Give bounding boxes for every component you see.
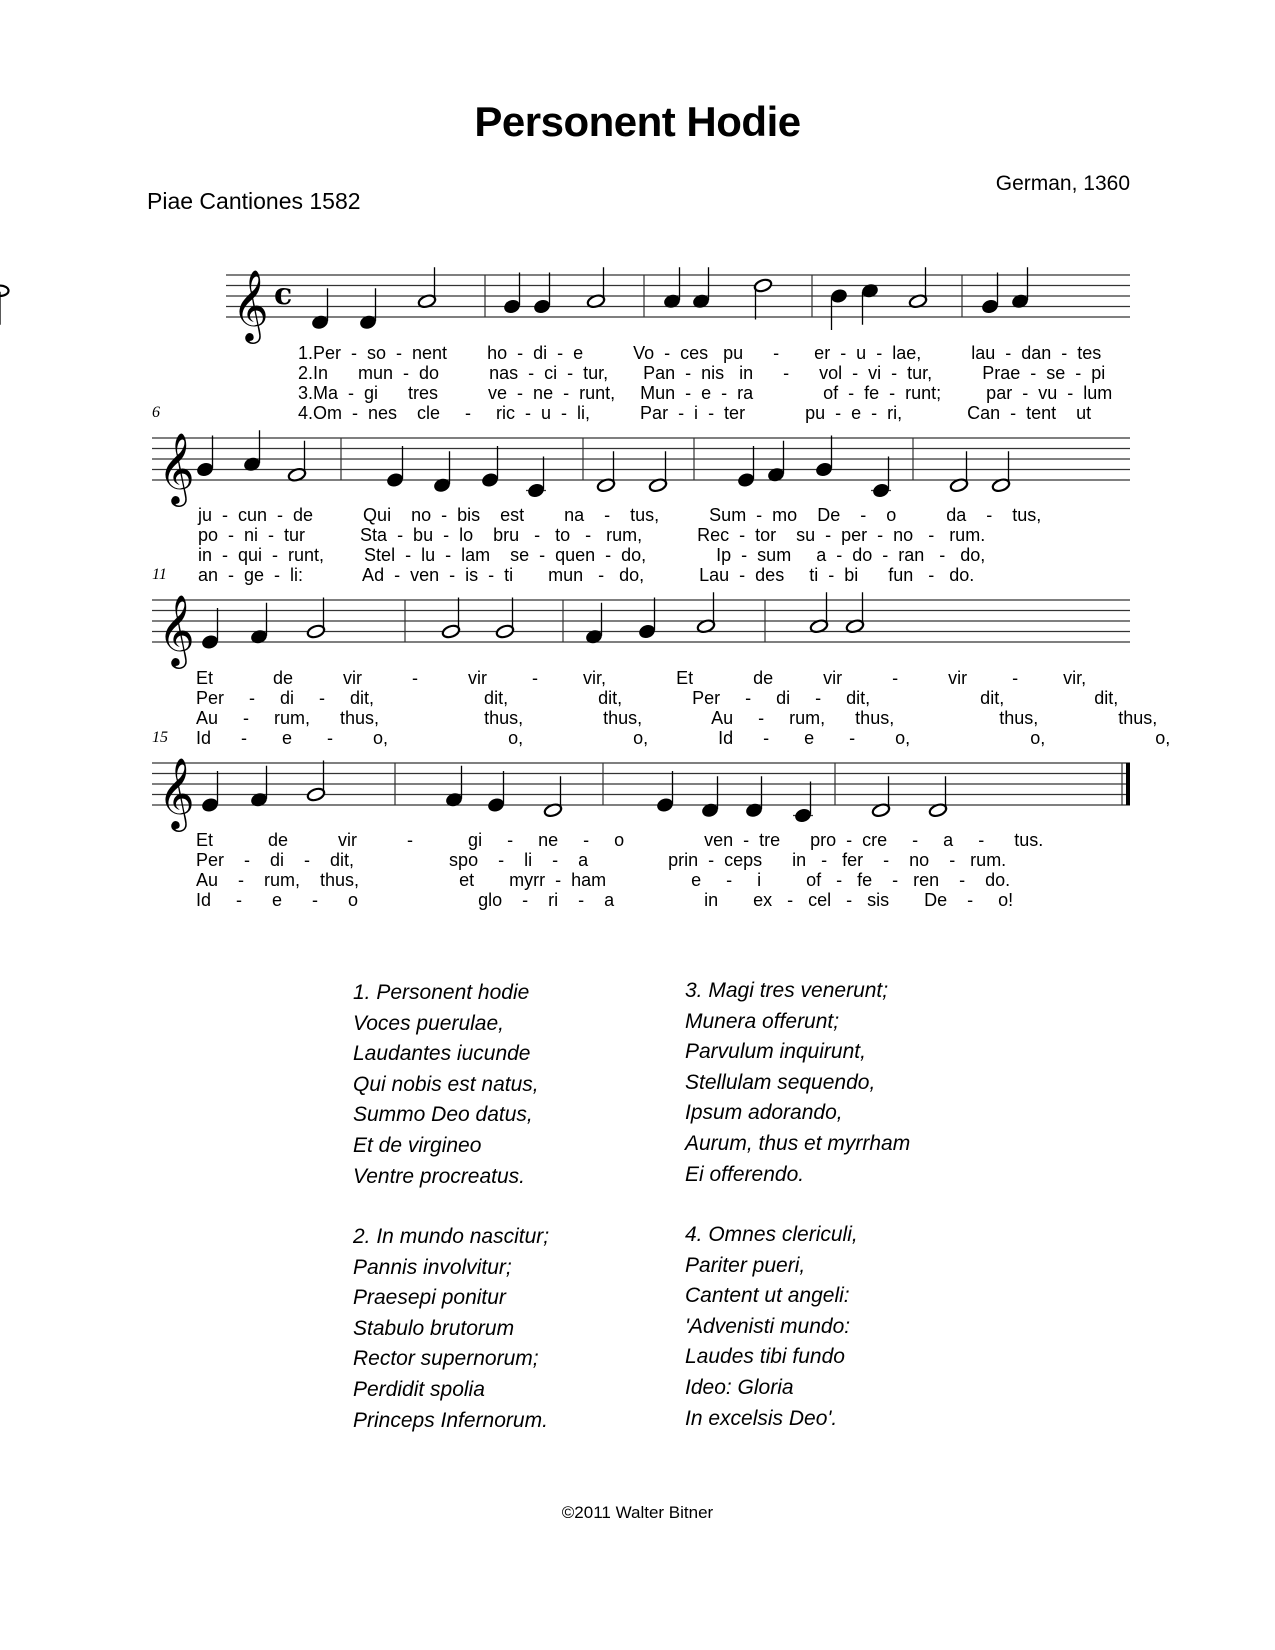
half-note <box>306 624 326 640</box>
lyric-line-verse-3: Au - rum, thus, et myrr - ham e - i of - fe - ren - do. <box>196 870 1011 890</box>
verse-line: 'Advenisti mundo: <box>685 1314 851 1338</box>
quarter-note <box>533 298 551 314</box>
half-note <box>495 624 515 640</box>
quarter-note <box>815 461 833 477</box>
lyric-line-verse-4: Id - e - o, o, o, Id - e - o, o, o, <box>196 728 1171 748</box>
measure-number: 11 <box>152 566 167 583</box>
verse-line: Qui nobis est natus, <box>353 1072 539 1096</box>
treble-clef-icon: 𝄞 <box>158 431 195 504</box>
verse-line: 2. In mundo nascitur; <box>353 1225 550 1248</box>
quarter-note <box>656 797 674 813</box>
verse-line: Cantent ut angeli: <box>685 1284 850 1308</box>
verse-line: Ideo: Gloria <box>685 1375 794 1399</box>
measure-number: 15 <box>152 729 168 746</box>
verse-line: Summo Deo datus, <box>353 1103 533 1127</box>
lyric-line-verse-1: Et de vir - vir - vir, Et de vir - vir - vir, <box>196 668 1087 688</box>
verse-line: Parvulum inquirunt, <box>685 1040 866 1064</box>
verse-line: Et de virgineo <box>353 1133 482 1157</box>
quarter-note <box>872 482 890 498</box>
verse-line: Pariter pueri, <box>685 1253 806 1277</box>
final-barline-thick <box>1126 763 1130 805</box>
verse-line: Praesepi ponitur <box>353 1286 506 1310</box>
measure-number: 6 <box>152 404 160 421</box>
lyric-line-verse-4: 4.Om - nes cle - ric - u - li, Par - i - ter pu - e - ri, Can - tent ut <box>298 403 1092 423</box>
lyric-line-verse-3: in - qui - runt, Stel - lu - lam se - quen - do, Ip - sum a - do - ran - do, <box>198 545 986 565</box>
lyric-line-verse-3: Au - rum, thus, thus, thus, Au - rum, thus, thus, thus, <box>196 708 1158 728</box>
verse-line: Stabulo brutorum <box>353 1316 515 1340</box>
verse-line: Princeps Infernorum. <box>353 1408 548 1432</box>
quarter-note <box>481 472 499 488</box>
verse-3-text <box>685 976 910 1190</box>
verse-line: Perdidit spolia <box>353 1377 485 1401</box>
quarter-note <box>737 472 755 488</box>
half-note <box>753 278 773 294</box>
copyright-footer: ©2011 Walter Bitner <box>561 1503 714 1522</box>
half-note <box>441 624 461 640</box>
quarter-note <box>981 298 999 314</box>
treble-clef-icon: 𝄞 <box>158 756 195 829</box>
verse-line: 3. Magi tres venerunt; <box>685 979 889 1002</box>
page-title: Personent Hodie <box>474 98 801 145</box>
quarter-note <box>503 298 521 314</box>
quarter-note <box>386 472 404 488</box>
lyric-line-verse-1: ju - cun - de Qui no - bis est na - tus, Sum - mo De - o da - tus, <box>198 505 1042 525</box>
verse-line: Munera offerunt; <box>685 1009 840 1033</box>
verse-line: Aurum, thus et myrrham <box>685 1131 911 1155</box>
lyric-line-verse-1: Et de vir - gi - ne - o ven - tre pro - cre - a - tus. <box>196 830 1044 850</box>
quarter-note <box>638 623 656 639</box>
verse-line: Voces puerulae, <box>353 1011 504 1035</box>
quarter-note <box>201 797 219 813</box>
lyric-line-verse-4: Id - e - o glo - ri - a in ex - cel - sis De - o! <box>196 890 1014 910</box>
verse-1-text <box>353 978 539 1192</box>
verse-line: Ipsum adorando, <box>685 1101 843 1125</box>
verse-4-text <box>685 1220 858 1434</box>
quarter-note <box>196 461 214 477</box>
treble-clef-icon: 𝄞 <box>232 268 269 341</box>
source-credit: Piae Cantiones 1582 <box>147 188 361 214</box>
quarter-note <box>830 288 848 304</box>
verse-line: Pannis involvitur; <box>353 1255 512 1279</box>
verse-line: Stellulam sequendo, <box>685 1070 876 1094</box>
quarter-note <box>201 634 219 650</box>
verse-2-text <box>353 1222 549 1436</box>
quarter-note <box>794 807 812 823</box>
verse-line: Ei offerendo. <box>685 1162 805 1186</box>
lyric-line-verse-1: 1.Per - so - nent ho - di - e Vo - ces pu - er - u - lae, lau - dan - tes <box>298 343 1102 363</box>
lyric-line-verse-2: 2.In mun - do nas - ci - tur, Pan - nis in - vol - vi - tur, Prae - se - pi <box>298 363 1106 383</box>
verse-line: In excelsis Deo'. <box>685 1406 838 1430</box>
half-note <box>306 787 326 803</box>
lyric-line-verse-2: po - ni - tur Sta - bu - lo bru - to - rum, Rec - tor su - per - no - rum. <box>198 525 986 545</box>
lyric-line-verse-3: 3.Ma - gi tres ve - ne - runt, Mun - e - ra of - fe - runt; par - vu - lum <box>298 383 1113 403</box>
treble-clef-icon: 𝄞 <box>158 593 195 666</box>
half-note <box>0 286 9 296</box>
verse-line: 1. Personent hodie <box>353 981 530 1004</box>
verse-line: Rector supernorum; <box>353 1347 539 1371</box>
verse-line: Ventre procreatus. <box>353 1164 525 1188</box>
lyric-line-verse-4: an - ge - li: Ad - ven - is - ti mun - do, Lau - des ti - bi fun - do. <box>198 565 975 585</box>
common-time-icon: c <box>274 277 293 312</box>
quarter-note <box>527 482 545 498</box>
verse-line: Laudantes iucunde <box>353 1042 531 1066</box>
quarter-note <box>487 797 505 813</box>
verse-line: Laudes tibi fundo <box>685 1345 845 1369</box>
verse-line: 4. Omnes clericuli, <box>685 1223 858 1246</box>
origin-credit: German, 1360 <box>995 172 1130 195</box>
lyric-line-verse-2: Per - di - dit, spo - li - a prin - ceps in - fer - no - rum. <box>196 850 1007 870</box>
lyric-line-verse-2: Per - di - dit, dit, dit, Per - di - dit, dit, dit, <box>196 688 1119 708</box>
